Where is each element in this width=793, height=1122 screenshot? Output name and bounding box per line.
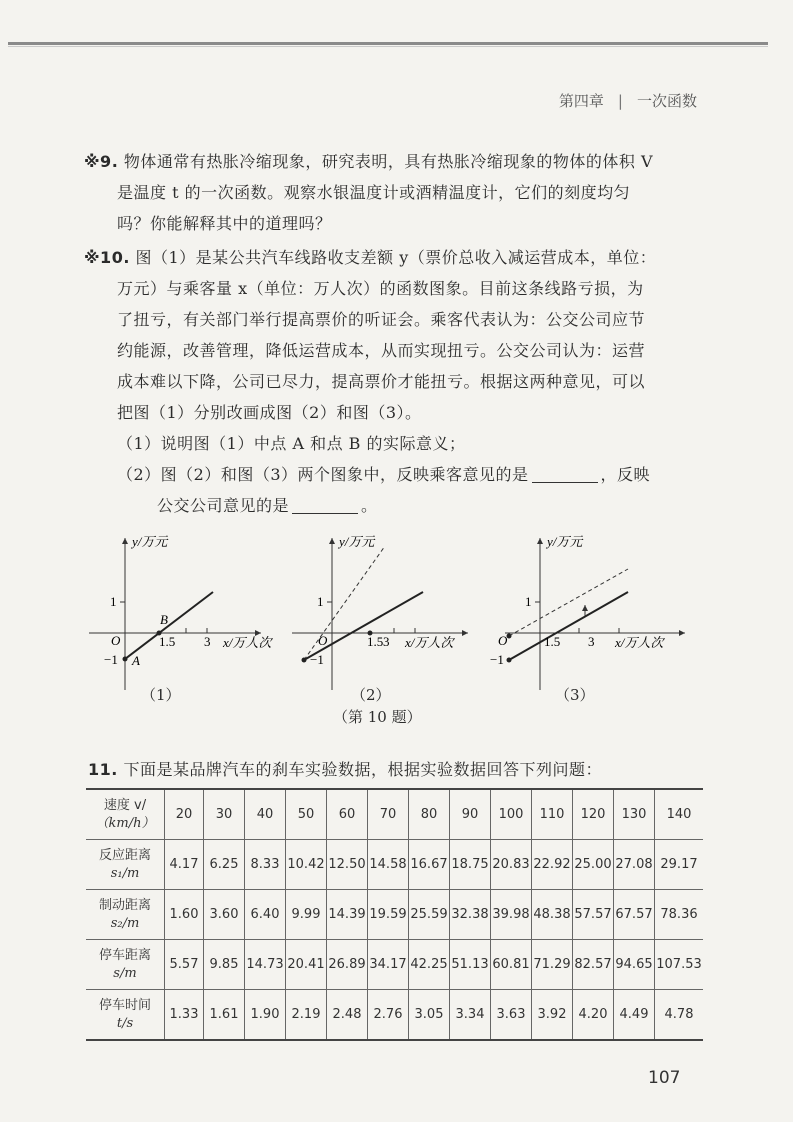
table-cell: 2.48 — [327, 990, 368, 1041]
table-cell: 29.17 — [655, 840, 704, 890]
table-cell: 1.33 — [165, 990, 204, 1041]
graph-1-tick-1-label: 1 — [110, 594, 117, 609]
table-cell: 130 — [614, 789, 655, 840]
table-cell: 90 — [450, 789, 491, 840]
table-cell: 20 — [165, 789, 204, 840]
table-cell: 26.89 — [327, 940, 368, 990]
table-cell: 20.83 — [491, 840, 532, 890]
table-cell: 4.49 — [614, 990, 655, 1041]
graph-3-tick-neg1-label: −1 — [490, 652, 504, 667]
graph-3 — [490, 534, 685, 690]
table-cell: 32.38 — [450, 890, 491, 940]
graph-2-tick-neg1-label: −1 — [310, 652, 324, 667]
caption-3: （3） — [555, 686, 595, 704]
q10-line-5: 成本难以下降，公司已尽力，提高票价才能扭亏。根据这两种意见，可以 — [117, 372, 646, 391]
q10-sub-2-text-c: 公交公司意见的是 — [157, 496, 290, 515]
table-cell: 1.60 — [165, 890, 204, 940]
q10-line-4: 约能源，改善管理，降低运营成本，从而实现扭亏。公交公司认为：运营 — [117, 341, 646, 360]
answer-blank-2[interactable] — [292, 495, 358, 514]
table-cell: 40 — [245, 789, 286, 840]
graph-3-tick-1-label: 1 — [525, 594, 532, 609]
table-cell: 22.92 — [532, 840, 573, 890]
row-label-line-1: 速度 v/ — [103, 797, 147, 813]
row-label-line-2: s₂/m — [110, 915, 140, 931]
table-cell: 67.57 — [614, 890, 655, 940]
table-cell: 60.81 — [491, 940, 532, 990]
row-label-line-1: 制动距离 — [98, 897, 151, 913]
page-number: 107 — [648, 1068, 681, 1088]
graph-1-x-label: x/万人次 — [223, 635, 272, 650]
q10-sub-2-text-a: （2）图（2）和图（3）两个图象中，反映乘客意见的是 — [117, 465, 529, 484]
table-cell: 3.92 — [532, 990, 573, 1041]
table-cell: 80 — [409, 789, 450, 840]
top-rule — [8, 42, 768, 45]
table-cell: 19.59 — [368, 890, 409, 940]
graph-1 — [89, 534, 273, 690]
graph-1-tick-15-label: 1.5 — [159, 634, 176, 649]
table-cell: 60 — [327, 789, 368, 840]
q10-sub-2-text-b: ，反映 — [600, 465, 651, 484]
table-cell: 78.36 — [655, 890, 704, 940]
table-cell: 100 — [491, 789, 532, 840]
table-cell: 39.98 — [491, 890, 532, 940]
graph-2 — [292, 534, 468, 690]
graph-1-tick-neg1-label: −1 — [104, 652, 118, 667]
graph-2-tick-1-label: 1 — [317, 594, 324, 609]
q10-sub-2-cont — [84, 490, 656, 521]
table-cell: 4.17 — [165, 840, 204, 890]
q9-line-3: 吗？你能解释其中的道理吗？ — [117, 214, 332, 233]
table-cell: 4.78 — [655, 990, 704, 1041]
graph-3-origin: O — [498, 633, 508, 648]
graph-1-label-A: A — [132, 653, 140, 668]
q9-line-2: 是温度 t 的一次函数。观察水银温度计或酒精温度计，它们的刻度均匀 — [117, 183, 631, 202]
table-cell: 4.20 — [573, 990, 614, 1041]
table-cell: 6.40 — [245, 890, 286, 940]
q10-figures — [85, 530, 725, 730]
table-cell: 140 — [655, 789, 704, 840]
table-row — [86, 990, 703, 1041]
graph-1-y-label: y/万元 — [132, 534, 168, 549]
question-11 — [88, 754, 602, 785]
q11-text: 下面是某品牌汽车的刹车实验数据，根据实验数据回答下列问题： — [123, 760, 602, 779]
table-cell: 50 — [286, 789, 327, 840]
caption-main: （第 10 题） — [333, 708, 422, 726]
chapter-label: 第四章 — [558, 92, 604, 110]
table-cell: 6.25 — [204, 840, 245, 890]
caption-2: （2） — [351, 686, 391, 704]
table-cell: 2.76 — [368, 990, 409, 1041]
graph-2-x-label: x/万人次 — [405, 635, 454, 650]
table-cell: 2.19 — [286, 990, 327, 1041]
table-cell: 94.65 — [614, 940, 655, 990]
q9-line-1: 物体通常有热胀冷缩现象，研究表明，具有热胀冷缩现象的物体的体积 V — [123, 152, 654, 171]
table-cell: 3.34 — [450, 990, 491, 1041]
table-cell: 14.58 — [368, 840, 409, 890]
q10-line-6: 把图（1）分别改画成图（2）和图（3）。 — [117, 403, 422, 422]
table-cell: 27.08 — [614, 840, 655, 890]
table-cell: 9.99 — [286, 890, 327, 940]
row-label-line-2: s/m — [113, 965, 137, 981]
answer-blank-1[interactable] — [532, 464, 598, 483]
graph-1-origin: O — [111, 633, 121, 648]
row-label-line-2: t/s — [116, 1015, 134, 1031]
q10-graphs — [85, 530, 725, 730]
q10-line-3: 了扭亏，有关部门举行提高票价的听证会。乘客代表认为：公交公司应节 — [117, 310, 646, 329]
graph-1-point-A — [123, 657, 128, 662]
graph-2-y-label: y/万元 — [339, 534, 375, 549]
table-cell: 16.67 — [409, 840, 450, 890]
table-cell: 14.39 — [327, 890, 368, 940]
top-rule-thin — [8, 46, 768, 47]
row-label — [86, 789, 165, 840]
table-cell: 3.60 — [204, 890, 245, 940]
table-cell: 1.61 — [204, 990, 245, 1041]
row-label-line-2: （km/h） — [95, 815, 155, 831]
graph-3-tick-3-label: 3 — [588, 634, 595, 649]
caption-1: （1） — [141, 686, 181, 704]
row-label-line-2: s₁/m — [110, 865, 140, 881]
table-cell: 110 — [532, 789, 573, 840]
table-cell: 20.41 — [286, 940, 327, 990]
table-cell: 12.50 — [327, 840, 368, 890]
row-label-line-1: 停车距离 — [98, 947, 151, 963]
graph-1-tick-3-label: 3 — [204, 634, 211, 649]
q9-number: ※9. — [84, 152, 119, 171]
table-cell: 57.57 — [573, 890, 614, 940]
table-cell: 1.90 — [245, 990, 286, 1041]
table-cell: 10.42 — [286, 840, 327, 890]
table-cell: 8.33 — [245, 840, 286, 890]
running-header: 第四章 | 一次函数 — [558, 92, 697, 110]
graph-2-tick-15-label: 1.5 — [367, 634, 384, 649]
table-cell: 3.63 — [491, 990, 532, 1041]
row-label-line-1: 反应距离 — [98, 847, 151, 863]
graph-3-x-label: x/万人次 — [615, 635, 664, 650]
table-cell: 34.17 — [368, 940, 409, 990]
table-row — [86, 890, 703, 940]
graph-3-point-low — [507, 658, 512, 663]
table-cell: 9.85 — [204, 940, 245, 990]
table-cell: 18.75 — [450, 840, 491, 890]
table-cell: 82.57 — [573, 940, 614, 990]
table-cell: 48.38 — [532, 890, 573, 940]
chapter-title: 一次函数 — [636, 92, 697, 110]
table-cell: 107.53 — [655, 940, 704, 990]
q10-number: ※10. — [84, 248, 130, 267]
q10-sub-2 — [84, 459, 656, 490]
row-label-line-1: 停车时间 — [98, 997, 151, 1013]
table-cell: 25.59 — [409, 890, 450, 940]
table-cell: 70 — [368, 789, 409, 840]
q10-sub-1: （1）说明图（1）中点 A 和点 B 的实际意义； — [117, 434, 466, 453]
row-label — [86, 990, 165, 1041]
table-row — [86, 840, 703, 890]
row-label — [86, 890, 165, 940]
q10-sub-2-text-d: 。 — [361, 496, 378, 515]
table-row — [86, 940, 703, 990]
table-cell: 14.73 — [245, 940, 286, 990]
table-cell: 5.57 — [165, 940, 204, 990]
graph-3-y-label: y/万元 — [547, 534, 583, 549]
q11-number: 11. — [88, 760, 118, 779]
table-row — [86, 789, 703, 840]
q10-line-2: 万元）与乘客量 x（单位：万人次）的函数图象。目前这条线路亏损，为 — [117, 279, 644, 298]
q10-line-1: 图（1）是某公共汽车线路收支差额 y（票价总收入减运营成本，单位： — [135, 248, 657, 267]
table-cell: 30 — [204, 789, 245, 840]
graph-2-tick-3-label: 3 — [383, 634, 390, 649]
table-cell: 3.05 — [409, 990, 450, 1041]
table-cell: 51.13 — [450, 940, 491, 990]
graph-2-point — [302, 658, 307, 663]
graph-2-origin: O — [318, 633, 328, 648]
row-label — [86, 940, 165, 990]
table-cell: 120 — [573, 789, 614, 840]
graph-3-tick-15-label: 1.5 — [544, 634, 561, 649]
table-cell: 42.25 — [409, 940, 450, 990]
graph-1-label-B: B — [160, 612, 168, 627]
brake-data-table — [86, 788, 703, 1041]
question-9 — [84, 146, 653, 239]
row-label — [86, 840, 165, 890]
question-10 — [84, 242, 656, 521]
table-cell: 71.29 — [532, 940, 573, 990]
table-cell: 25.00 — [573, 840, 614, 890]
